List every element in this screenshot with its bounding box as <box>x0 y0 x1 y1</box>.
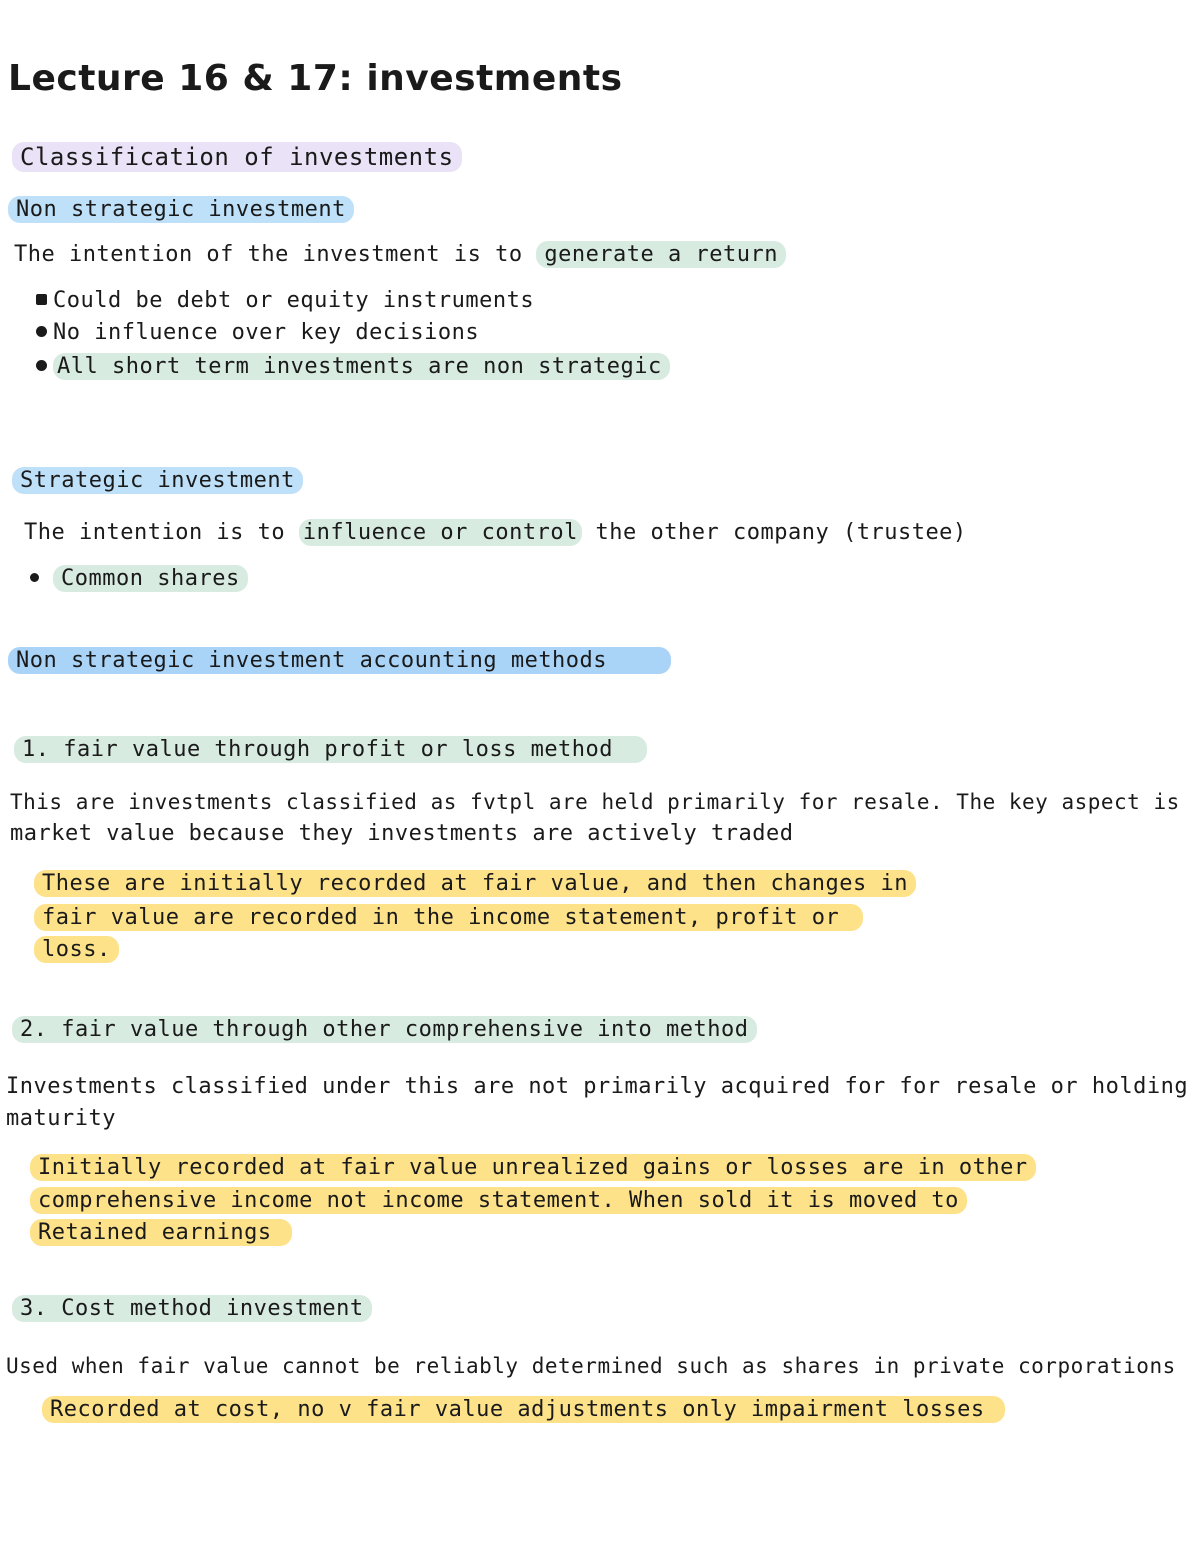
bullet-icon <box>36 360 47 371</box>
fvtpl-note-line: loss. <box>34 935 119 965</box>
bullet-icon <box>36 294 47 305</box>
list-item: Common shares <box>30 564 248 594</box>
fvoci-body-line: maturity <box>6 1106 116 1131</box>
strategic-intro: The intention is to influence or control the other company (trustee) <box>24 520 967 545</box>
fvtpl-heading: 1. fair value through profit or loss method <box>14 735 647 765</box>
fvtpl-note-line: fair value are recorded in the income statement, profit or <box>34 903 863 933</box>
fvoci-note-line: Initially recorded at fair value unrealized gains or losses are in other <box>30 1153 1036 1183</box>
bullet-icon <box>36 326 47 337</box>
cost-heading: 3. Cost method investment <box>12 1294 372 1324</box>
fvoci-note-line: comprehensive income not income statement. When sold it is moved to <box>30 1186 967 1216</box>
list-item: Could be debt or equity instruments <box>36 286 534 316</box>
list-item: No influence over key decisions <box>36 318 479 348</box>
fvtpl-note-line: These are initially recorded at fair value, and then changes in <box>34 869 916 899</box>
page-title: Lecture 16 & 17: investments <box>8 58 623 99</box>
non-strategic-intro: The intention of the investment is to generate a return <box>14 240 786 270</box>
fvoci-body-line: Investments classified under this are not primarily acquired for for resale or holding <box>6 1074 1189 1099</box>
strategic-heading: Strategic investment <box>12 466 303 496</box>
list-item: All short term investments are non strategic <box>36 352 670 382</box>
cost-body-line: Used when fair value cannot be reliably determined such as shares in private corporations <box>6 1354 1176 1378</box>
cost-note-line: Recorded at cost, no v fair value adjustments only impairment losses <box>42 1395 1005 1425</box>
methods-heading: Non strategic investment accounting methods <box>8 646 671 676</box>
fvtpl-body-line: market value because they investments are actively traded <box>10 821 794 846</box>
classification-heading: Classification of investments <box>12 142 462 172</box>
fvoci-heading: 2. fair value through other comprehensive into method <box>12 1015 757 1045</box>
non-strategic-heading: Non strategic investment <box>8 195 354 225</box>
bullet-icon <box>30 573 39 582</box>
fvoci-note-line: Retained earnings <box>30 1218 292 1248</box>
fvtpl-body-line: This are investments classified as fvtpl are held primarily for resale. The key aspect is <box>10 790 1180 814</box>
